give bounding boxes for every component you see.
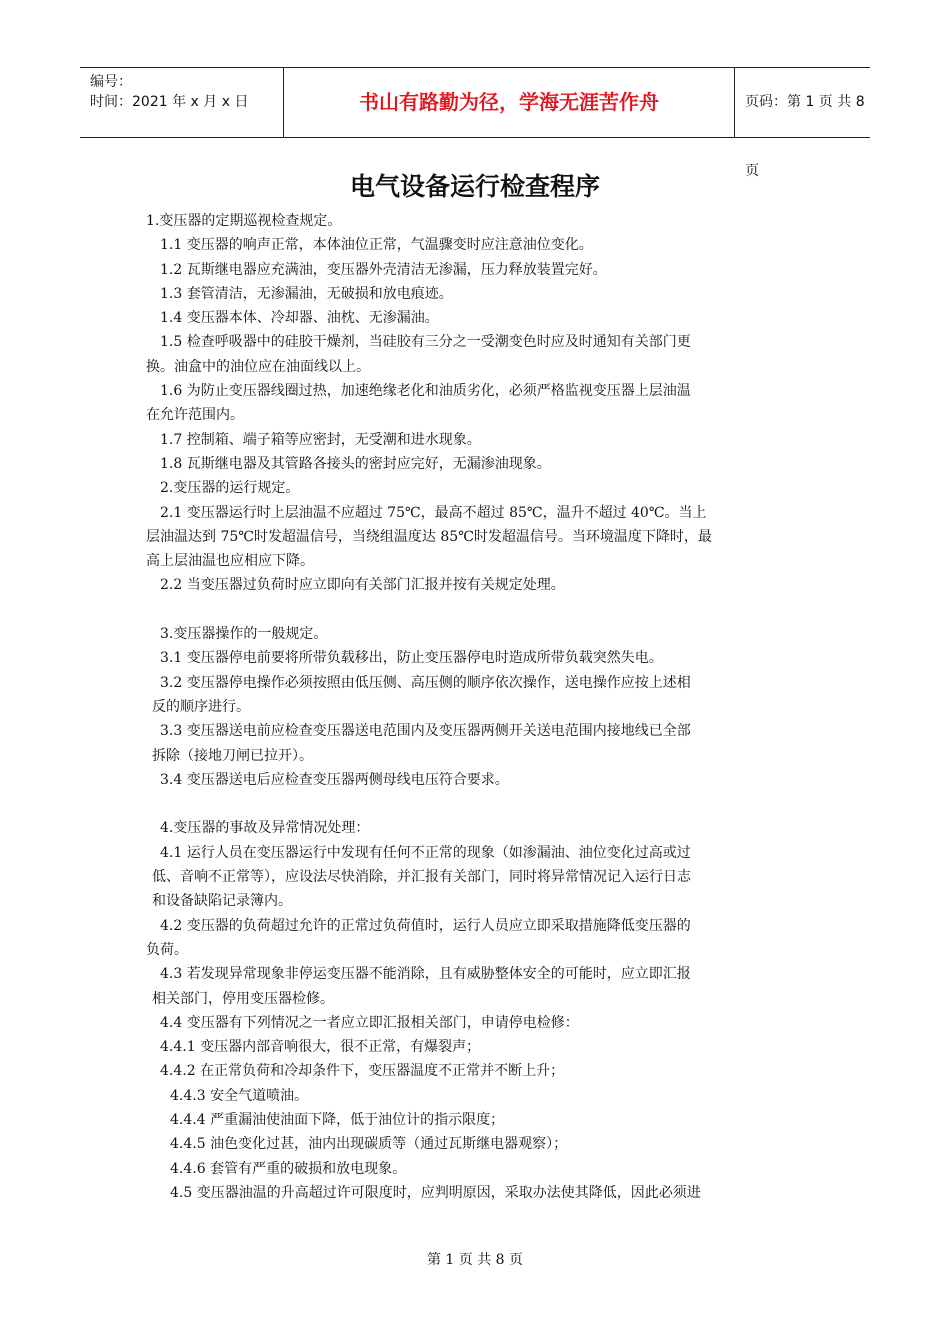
paragraph-line: 4.4 变压器有下列情况之一者应立即汇报相关部门，申请停电检修： [160, 1014, 579, 1031]
motto: 书山有路勤为径，学海无涯苦作舟 [283, 68, 735, 137]
header-meta [80, 68, 283, 137]
paragraph-line: 相关部门，停用变压器检修。 [152, 990, 334, 1007]
paragraph-line: 4.4.4 严重漏油使油面下降，低于油位计的指示限度； [170, 1111, 505, 1128]
paragraph-line: 1.7 控制箱、端子箱等应密封，无受潮和进水现象。 [160, 431, 481, 448]
paragraph-line: 4.2 变压器的负荷超过允许的正常过负荷值时，运行人员应立即采取措施降低变压器的 [160, 917, 691, 934]
paragraph-line: 3.1 变压器停电前要将所带负载移出，防止变压器停电时造成所带负载突然失电。 [160, 650, 663, 667]
paragraph-line: 1.6 为防止变压器线圈过热，加速绝缘老化和油质劣化，必须严格监视变压器上层油温 [160, 383, 691, 400]
paragraph-line: 4.4.1 变压器内部音响很大，很不正常，有爆裂声； [160, 1039, 481, 1056]
paragraph-line: 拆除（接地刀闸已拉开）。 [152, 747, 313, 764]
document-title: 电气设备运行检查程序 [349, 172, 600, 201]
page-info: 页码：第 1 页 共 8 页 [745, 94, 865, 179]
paragraph-line: 4.1 运行人员在变压器运行中发现有任何不正常的现象（如渗漏油、油位变化过高或过 [160, 844, 691, 861]
spacer [146, 598, 810, 622]
page-header [80, 67, 870, 179]
paragraph-line: 和设备缺陷记录簿内。 [152, 893, 292, 910]
paragraph-line: 2.2 当变压器过负荷时应立即向有关部门汇报并按有关规定处理。 [160, 577, 565, 594]
paragraph-line: 1.1 变压器的响声正常，本体油位正常，气温骤变时应注意油位变化。 [160, 237, 593, 254]
spacer [146, 792, 810, 816]
paragraph-line: 4.5 变压器油温的升高超过许可限度时，应判明原因，采取办法使其降低，因此必须进 [170, 1184, 701, 1201]
paragraph-line: 低、音响不正常等），应设法尽快消除，并汇报有关部门，同时将异常情况记入运行日志 [152, 869, 691, 886]
paragraph-line: 3.3 变压器送电前应检查变压器送电范围内及变压器两侧开关送电范围内接地线已全部 [160, 723, 691, 740]
paragraph-line: 1.8 瓦斯继电器及其管路各接头的密封应完好，无漏渗油现象。 [160, 455, 551, 472]
paragraph-line: 4.4.6 套管有严重的破损和放电现象。 [170, 1160, 407, 1177]
section-heading: 1.变压器的定期巡视检查规定。 [146, 213, 342, 229]
paragraph-line: 1.3 套管清洁，无渗漏油，无破损和放电痕迹。 [160, 285, 453, 302]
section-heading: 4.变压器的事故及异常情况处理： [160, 820, 370, 837]
document-body [146, 209, 810, 1205]
time-label: 时间：2021 年 x 月 x 日 [90, 94, 249, 110]
paragraph-line: 1.2 瓦斯继电器应充满油，变压器外壳清洁无渗漏，压力释放装置完好。 [160, 261, 607, 278]
paragraph-line: 负荷。 [146, 941, 188, 958]
paragraph-line: 反的顺序进行。 [152, 698, 250, 715]
paragraph-line: 换。油盒中的油位应在油面线以上。 [146, 358, 370, 375]
section-heading: 2.变压器的运行规定。 [160, 480, 300, 497]
paragraph-line: 3.2 变压器停电操作必须按照由低压侧、高压侧的顺序依次操作，送电操作应按上述相 [160, 674, 691, 691]
paragraph-line: 层油温达到 75℃时发超温信号，当绕组温度达 85℃时发超温信号。当环境温度下降时，最 [146, 528, 712, 545]
paragraph-line: 4.4.5 油色变化过甚，油内出现碳质等（通过瓦斯继电器观察）； [170, 1136, 568, 1153]
paragraph-line: 1.5 检查呼吸器中的硅胶干燥剂，当硅胶有三分之一受潮变色时应及时通知有关部门更 [160, 334, 691, 351]
paragraph-line: 高上层油温也应相应下降。 [146, 553, 314, 570]
paragraph-line: 在允许范围内。 [146, 407, 244, 424]
paragraph-line: 1.4 变压器本体、冷却器、油枕、无渗漏油。 [160, 310, 439, 327]
paragraph-line: 2.1 变压器运行时上层油温不应超过 75℃，最高不超过 85℃，温升不超过 40℃。当上 [160, 504, 707, 521]
paragraph-line: 4.4.3 安全气道喷油。 [170, 1087, 309, 1104]
page-footer: 第 1 页 共 8 页 [426, 1252, 524, 1268]
paragraph-line: 4.4.2 在正常负荷和冷却条件下，变压器温度不正常并不断上升； [160, 1063, 565, 1080]
number-label: 编号： [90, 74, 132, 90]
section-heading: 3.变压器操作的一般规定。 [160, 626, 328, 643]
paragraph-line: 4.3 若发现异常现象非停运变压器不能消除，且有威胁整体安全的可能时，应立即汇报 [160, 966, 691, 983]
paragraph-line: 3.4 变压器送电后应检查变压器两侧母线电压符合要求。 [160, 771, 509, 788]
